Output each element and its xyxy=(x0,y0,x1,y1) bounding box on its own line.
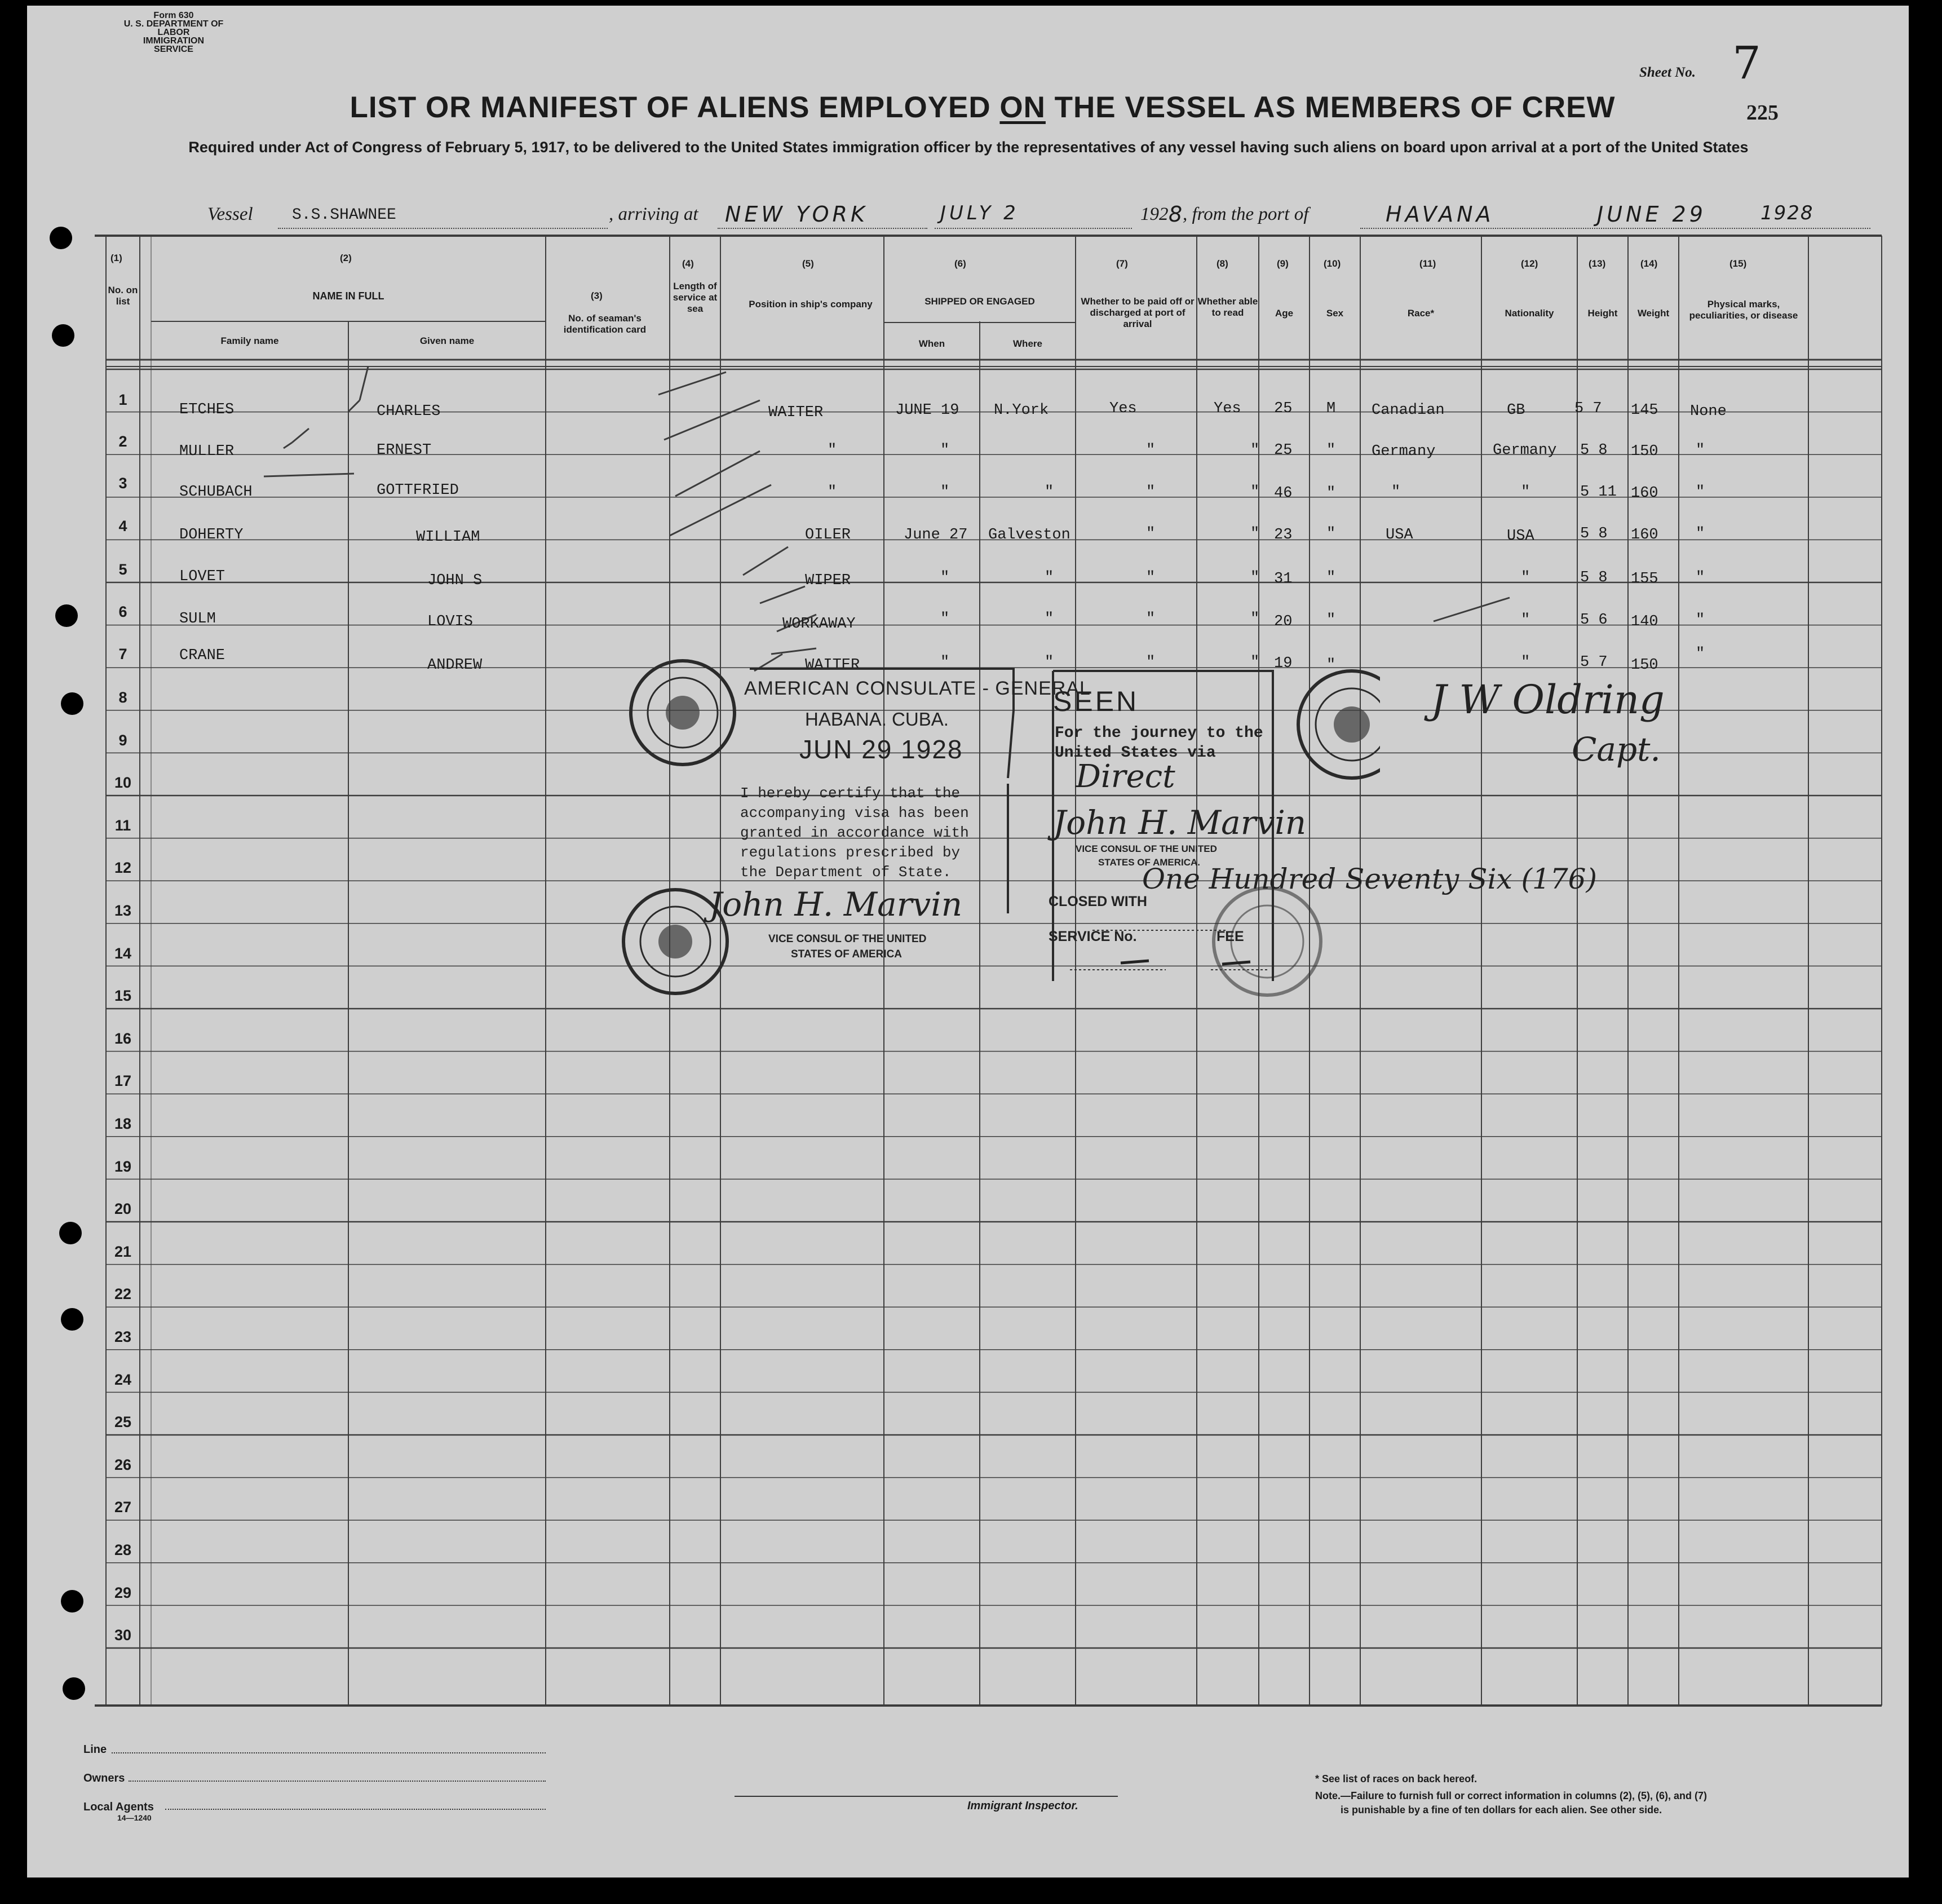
route-handwriting: Direct xyxy=(1076,758,1175,795)
nationality: " xyxy=(1521,484,1530,501)
sex: M xyxy=(1326,400,1336,417)
family-name: SULM xyxy=(179,611,216,628)
row-number: 7 xyxy=(118,646,127,662)
check-mark xyxy=(292,428,309,443)
shipped-when: June 27 xyxy=(904,527,968,544)
vice-consul-title: STATES OF AMERICA xyxy=(791,948,903,960)
check-mark xyxy=(743,547,788,575)
col-num-7: (7) xyxy=(1116,258,1128,269)
row-number: 17 xyxy=(114,1072,132,1090)
certify-line: I hereby certify that the xyxy=(740,785,961,802)
age: 25 xyxy=(1274,400,1293,417)
sex: " xyxy=(1326,657,1336,674)
check-mark xyxy=(664,400,760,440)
shipped-when: " xyxy=(940,442,950,459)
physical-marks: " xyxy=(1696,525,1705,542)
col-header-nationality: Nationality xyxy=(1505,308,1554,319)
physical-marks: " xyxy=(1696,442,1705,459)
fine-note: Note.—Failure to furnish full or correct information in columns (2), (5), (6), and (7) xyxy=(1315,1790,1707,1801)
position: " xyxy=(828,484,837,501)
col-header-height: Height xyxy=(1587,308,1618,319)
col-num-12: (12) xyxy=(1521,258,1538,269)
col-num-4: (4) xyxy=(682,258,694,269)
shipped-when: " xyxy=(940,484,950,501)
given-name: JOHN S xyxy=(427,572,483,589)
col-num-11: (11) xyxy=(1419,258,1436,269)
weight: 150 xyxy=(1631,657,1658,674)
nationality: " xyxy=(1521,569,1530,586)
col-header-service: Length of service at sea xyxy=(673,281,718,314)
weight: 140 xyxy=(1631,613,1658,630)
weight: 160 xyxy=(1631,485,1658,502)
row-number: 3 xyxy=(118,475,127,492)
shipped-when: " xyxy=(940,569,950,586)
race: " xyxy=(1391,484,1401,501)
weight: 160 xyxy=(1631,527,1658,544)
row-number: 15 xyxy=(114,987,132,1005)
age: 20 xyxy=(1274,613,1293,630)
nationality: USA xyxy=(1507,528,1534,545)
line-label: Line xyxy=(83,1743,107,1756)
arrival-port: NEW YORK xyxy=(725,202,868,227)
local-agents-label: Local Agents xyxy=(83,1801,154,1813)
row-number: 25 xyxy=(114,1413,132,1431)
vice-consul-title: STATES OF AMERICA. xyxy=(1098,857,1201,868)
row-number: 28 xyxy=(114,1541,132,1558)
height: 5 8 xyxy=(1580,525,1608,542)
row-number: 14 xyxy=(114,944,132,962)
col-num-3: (3) xyxy=(591,290,603,301)
shipped-where: " xyxy=(1045,654,1054,671)
col-header-race: Race* xyxy=(1407,308,1435,319)
check-mark xyxy=(284,443,292,448)
certify-line: regulations prescribed by xyxy=(740,844,961,861)
row-number: 5 xyxy=(118,561,127,578)
given-name: ERNEST xyxy=(377,442,432,459)
row-number: 19 xyxy=(114,1158,132,1175)
row-number: 27 xyxy=(114,1499,132,1516)
height: 5 8 xyxy=(1580,442,1608,459)
line-field xyxy=(112,1752,546,1753)
shipped-when: " xyxy=(940,654,950,671)
row-number: 1 xyxy=(118,391,127,408)
row-number: 9 xyxy=(118,731,127,749)
age: 23 xyxy=(1274,527,1293,544)
col-header-paid-off: Whether to be paid off or discharged at port of arrival xyxy=(1081,296,1195,329)
row-number: 12 xyxy=(114,859,132,877)
arriving-label: , arriving at xyxy=(609,204,698,224)
row-number: 10 xyxy=(114,774,132,792)
col-num-2: (2) xyxy=(340,253,352,263)
inspector-line xyxy=(735,1796,1118,1797)
shipped-where: Galveston xyxy=(988,527,1070,544)
col-header-marks: Physical marks, peculiarities, or disease xyxy=(1689,299,1798,321)
able-to-read: " xyxy=(1250,442,1260,459)
position: WAITER xyxy=(768,404,824,421)
able-to-read: " xyxy=(1250,569,1260,586)
physical-marks: " xyxy=(1696,569,1705,586)
paid-off: " xyxy=(1146,525,1156,542)
form-code: Form 630 U. S. DEPARTMENT OF LABOR IMMIGRATION SERVICE xyxy=(123,11,224,54)
able-to-read: " xyxy=(1250,484,1260,501)
sex: " xyxy=(1326,612,1336,629)
nationality: " xyxy=(1521,612,1530,629)
consulate-city: HABANA. CUBA. xyxy=(805,709,949,730)
physical-marks: " xyxy=(1696,612,1705,629)
position: " xyxy=(828,442,837,459)
weight: 155 xyxy=(1631,571,1658,587)
nationality: Germany xyxy=(1493,442,1557,459)
vice-consul-signature-2: John H. Marvin xyxy=(1053,803,1307,842)
punch-hole xyxy=(61,1308,83,1331)
sex: " xyxy=(1326,569,1336,586)
punch-hole xyxy=(61,1590,83,1613)
shipped-where: " xyxy=(1045,484,1054,501)
vessel-name: S.S.SHAWNEE xyxy=(292,206,396,224)
able-to-read: Yes xyxy=(1214,400,1241,417)
paid-off: " xyxy=(1146,611,1156,628)
fine-note: is punishable by a fine of ten dollars for each alien. See other side. xyxy=(1341,1804,1662,1815)
from-label: , from the port of xyxy=(1183,204,1309,224)
departure-port: HAVANA xyxy=(1386,202,1494,227)
position: WIPER xyxy=(805,572,851,589)
certify-line: accompanying visa has been xyxy=(740,805,969,821)
page-subtitle: Required under Act of Congress of February 5, 1917, to be delivered to the United States immigration officer by the representatives of any vessel having such aliens on board upon arrival at a port of the United States xyxy=(188,139,1749,156)
given-name: CHARLES xyxy=(377,403,441,420)
fee-label: FEE xyxy=(1216,929,1244,944)
vice-consul-title: VICE CONSUL OF THE UNITED xyxy=(1076,843,1217,854)
col-num-15: (15) xyxy=(1729,258,1747,269)
col-header-sex: Sex xyxy=(1326,308,1344,319)
punch-hole xyxy=(59,1222,82,1244)
height: 5 8 xyxy=(1580,569,1608,586)
family-name: MULLER xyxy=(179,443,235,460)
row-number: 21 xyxy=(114,1243,132,1260)
col-header-weight: Weight xyxy=(1637,308,1670,319)
position: OILER xyxy=(805,527,851,544)
seen-heading: SEEN xyxy=(1053,686,1139,717)
race: Germany xyxy=(1372,443,1436,460)
height: 5 6 xyxy=(1580,612,1608,629)
col-num-5: (5) xyxy=(802,258,814,269)
vessel-label: Vessel xyxy=(207,204,253,224)
row-number: 11 xyxy=(114,816,131,834)
punch-hole xyxy=(50,227,72,249)
check-mark xyxy=(658,372,726,395)
sex: " xyxy=(1326,485,1336,502)
row-number: 30 xyxy=(114,1627,132,1644)
family-name: ETCHES xyxy=(179,401,235,418)
row-number: 23 xyxy=(114,1328,132,1345)
height: 5 11 xyxy=(1580,484,1617,501)
paid-off: " xyxy=(1146,569,1156,586)
able-to-read: " xyxy=(1250,654,1260,671)
physical-marks: " xyxy=(1696,484,1705,501)
physical-marks: " xyxy=(1696,646,1705,662)
able-to-read: " xyxy=(1250,611,1260,628)
shipped-where: " xyxy=(1045,569,1054,586)
row-number: 18 xyxy=(114,1115,132,1132)
arrival-date: JULY 2 xyxy=(940,202,1019,224)
row-number: 13 xyxy=(114,902,132,919)
year-prefix: 192 xyxy=(1140,204,1169,224)
races-note: * See list of races on back hereof. xyxy=(1315,1773,1477,1784)
seen-line: United States via xyxy=(1055,744,1216,762)
row-number: 24 xyxy=(114,1371,132,1388)
row-number: 20 xyxy=(114,1200,132,1218)
check-mark xyxy=(360,366,368,400)
height: 5 7 xyxy=(1580,654,1608,671)
col-header-when: When xyxy=(918,338,945,349)
punch-hole xyxy=(63,1677,85,1700)
family-name: SCHUBACH xyxy=(179,484,253,501)
inspector-signature: J W Oldring xyxy=(1431,677,1665,723)
able-to-read: " xyxy=(1250,525,1260,542)
consulate-date: JUN 29 1928 xyxy=(799,735,963,764)
given-name: GOTTFRIED xyxy=(377,482,459,499)
closed-with-value: One Hundred Seventy Six (176) xyxy=(1142,863,1597,895)
check-mark xyxy=(760,586,805,603)
check-mark xyxy=(264,474,354,476)
col-header-seaman-card: No. of seaman's identification card xyxy=(563,313,647,335)
check-mark xyxy=(675,451,760,496)
position: WAITER xyxy=(805,657,860,674)
age: 25 xyxy=(1274,442,1293,459)
certify-line: the Department of State. xyxy=(740,864,952,881)
col-header-read: Whether able to read xyxy=(1197,296,1258,318)
age: 19 xyxy=(1274,655,1293,672)
col-num-1: (1) xyxy=(110,253,122,263)
row-number: 22 xyxy=(114,1285,132,1303)
departure-year: 1928 xyxy=(1760,202,1814,224)
col-header-family: Family name xyxy=(220,335,279,346)
certify-line: granted in accordance with xyxy=(740,824,969,841)
inspector-initials: Capt. xyxy=(1572,730,1661,768)
owners-field xyxy=(129,1781,546,1782)
col-num-14: (14) xyxy=(1640,258,1658,269)
col-num-8: (8) xyxy=(1216,258,1228,269)
service-no-label: SERVICE No. xyxy=(1049,929,1137,944)
owners-label: Owners xyxy=(83,1772,125,1784)
col-header-name: NAME IN FULL xyxy=(312,290,384,302)
physical-marks: None xyxy=(1690,403,1727,420)
col-header-shipped: SHIPPED OR ENGAGED xyxy=(924,296,1035,307)
col-num-6: (6) xyxy=(954,258,966,269)
given-name: ANDREW xyxy=(427,657,483,674)
height: 5 7 xyxy=(1574,400,1602,417)
row-number: 4 xyxy=(118,518,127,534)
paid-off: Yes xyxy=(1109,400,1137,417)
paid-off: " xyxy=(1146,442,1156,459)
col-header-no: No. on list xyxy=(108,285,138,307)
row-number: 16 xyxy=(114,1030,132,1047)
sex: " xyxy=(1326,442,1336,459)
age: 46 xyxy=(1274,485,1293,502)
shipped-where: " xyxy=(1045,611,1054,628)
family-name: LOVET xyxy=(179,568,225,585)
vice-consul-signature: John H. Marvin xyxy=(709,885,963,924)
age: 31 xyxy=(1274,571,1293,587)
page-title: LIST OR MANIFEST OF ALIENS EMPLOYED ON THE VESSEL AS MEMBERS OF CREW xyxy=(350,91,1616,124)
row-number: 6 xyxy=(118,603,127,620)
row-number: 26 xyxy=(114,1456,132,1473)
check-mark xyxy=(348,400,360,412)
col-header-age: Age xyxy=(1275,308,1294,319)
weight: 150 xyxy=(1631,443,1658,460)
shipped-where: N.York xyxy=(994,402,1049,419)
check-mark xyxy=(1434,598,1510,621)
agents-code: 14—1240 xyxy=(117,1813,152,1822)
col-header-position: Position in ship's company xyxy=(749,299,873,310)
col-header-given: Given name xyxy=(419,335,475,346)
sheet-number: 7 xyxy=(1732,37,1761,89)
closed-with-label: CLOSED WITH xyxy=(1049,894,1147,909)
row-number: 2 xyxy=(118,433,127,450)
given-name: LOVIS xyxy=(427,613,474,630)
col-num-10: (10) xyxy=(1324,258,1341,269)
inspector-label: Immigrant Inspector. xyxy=(967,1800,1078,1812)
year-digit: 8 xyxy=(1169,202,1183,227)
nationality: " xyxy=(1521,654,1530,671)
race: USA xyxy=(1386,527,1413,544)
family-name: DOHERTY xyxy=(179,527,244,544)
row-number: 8 xyxy=(118,689,127,706)
local-agents-field xyxy=(165,1809,546,1810)
given-name: WILLIAM xyxy=(416,529,480,546)
consulate-office: AMERICAN CONSULATE - GENERAL xyxy=(744,678,1091,699)
race: Canadian xyxy=(1372,402,1445,419)
col-num-9: (9) xyxy=(1277,258,1289,269)
weight: 145 xyxy=(1631,402,1658,419)
manifest-sheet xyxy=(27,6,1909,1878)
departure-date: JUNE 29 xyxy=(1597,202,1706,227)
position: WORKAWAY xyxy=(782,616,856,633)
shipped-when: " xyxy=(940,611,950,628)
row-number: 29 xyxy=(114,1584,132,1601)
seen-line: For the journey to the xyxy=(1055,725,1263,742)
nationality: GB xyxy=(1507,402,1525,419)
sex: " xyxy=(1326,525,1336,542)
paid-off: " xyxy=(1146,654,1156,671)
shipped-when: JUNE 19 xyxy=(895,402,959,419)
family-name: CRANE xyxy=(179,647,225,664)
paid-off: " xyxy=(1146,484,1156,501)
page-stamp: 225 xyxy=(1746,101,1779,125)
punch-hole xyxy=(52,324,74,347)
punch-hole xyxy=(61,692,83,715)
vice-consul-title: VICE CONSUL OF THE UNITED xyxy=(768,933,927,945)
sheet-label: Sheet No. xyxy=(1639,65,1696,80)
col-header-where: Where xyxy=(1013,338,1042,349)
punch-hole xyxy=(55,604,78,627)
col-num-13: (13) xyxy=(1589,258,1606,269)
